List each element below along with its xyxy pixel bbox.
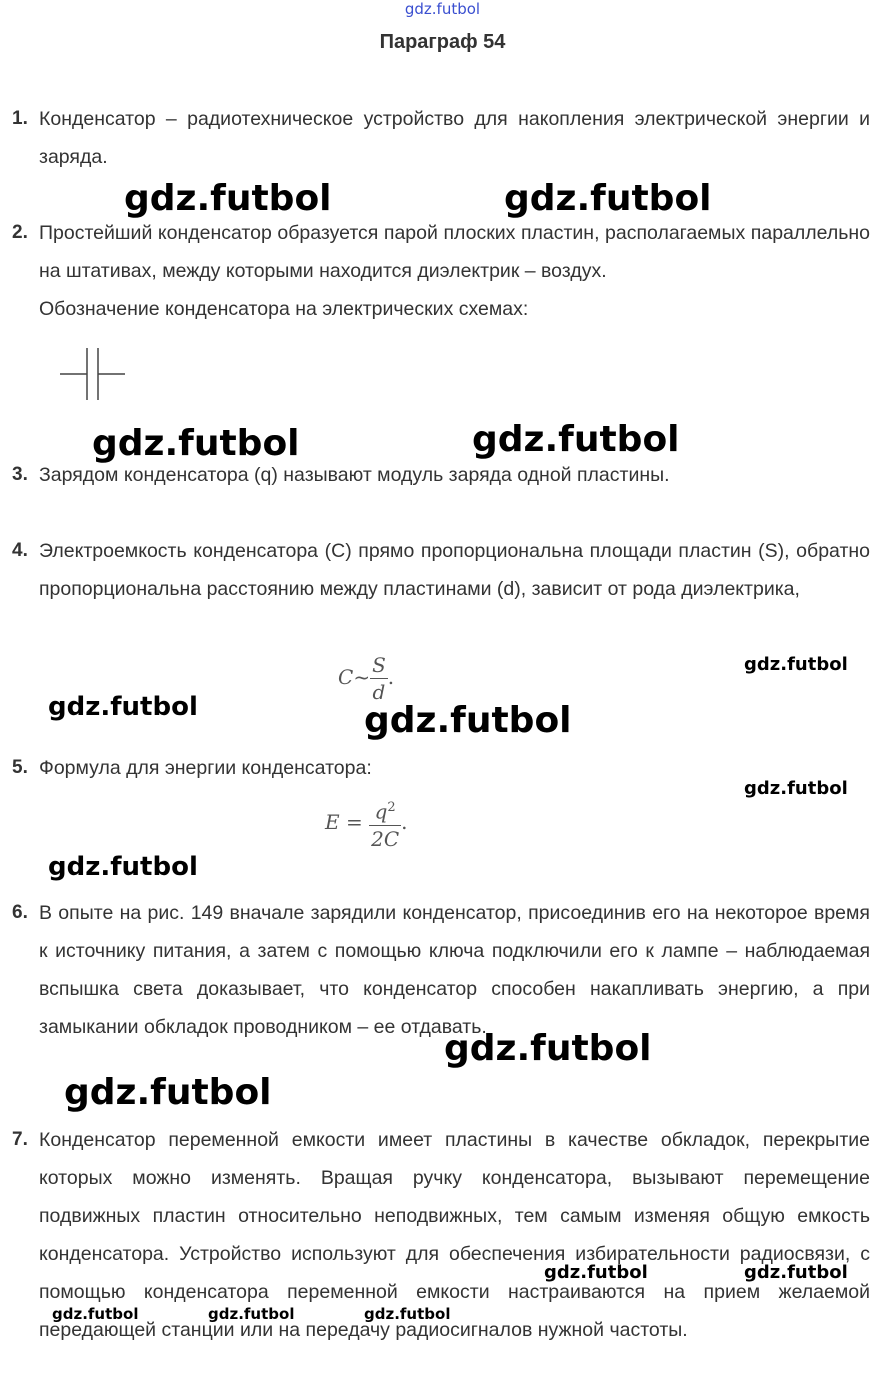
item-number: 5. bbox=[12, 757, 28, 778]
paragraph: Конденсатор – радиотехническое устройство для накопления электрической энергии и заряда. bbox=[39, 108, 870, 168]
item-text bbox=[39, 894, 870, 1046]
watermark: gdz.futbol bbox=[48, 852, 198, 882]
capacitor-symbol-icon bbox=[60, 346, 126, 402]
watermark: gdz.futbol bbox=[92, 423, 300, 464]
formula-fraction bbox=[369, 795, 401, 852]
paragraph: Простейший конденсатор образуется парой плоских пластин, располагаемых параллельно на штативах, между которыми находится диэлектрик – воздух. bbox=[39, 222, 870, 282]
paragraph: Конденсатор переменной емкости имеет пластины в качестве обкладок, перекрытие которых можно изменять. Вращая ручку конденсатора, вызывают перемещение подвижных пластин относительно неподвижных, тем самым изменяя общую емкость конденсатора. Устройство используют для обеспечения избирательности радиосвязи, с помощью конденсатора переменной емкости настраиваются на прием желаемой передающей станции или на передачу радиосигналов нужной частоты. bbox=[39, 1129, 870, 1341]
energy-formula bbox=[325, 795, 407, 852]
watermark: gdz.futbol bbox=[64, 1072, 272, 1113]
watermark: gdz.futbol bbox=[444, 1028, 652, 1069]
watermark: gdz.futbol bbox=[744, 654, 848, 675]
paragraph: В опыте на рис. 149 вначале зарядили конденсатор, присоединив его на некоторое время к источнику питания, а затем с помощью ключа подключили его к лампе – наблюдаемая вспышка света доказывает, что конденсатор способен накапливать энергию, а при замыкании обкладок проводником – ее отдавать. bbox=[39, 902, 870, 1038]
item-text bbox=[39, 532, 870, 608]
top-watermark: gdz.futbol bbox=[404, 0, 481, 18]
formula-numerator: S bbox=[372, 653, 386, 677]
list-item-1 bbox=[12, 100, 870, 176]
formula-denominator: d bbox=[372, 680, 386, 704]
formula-end: . bbox=[401, 809, 408, 834]
watermark: gdz.futbol bbox=[364, 700, 572, 741]
page-title: Параграф 54 bbox=[379, 31, 506, 53]
watermark: gdz.futbol bbox=[472, 419, 680, 460]
item-number: 7. bbox=[12, 1129, 28, 1150]
formula-fraction bbox=[370, 652, 388, 705]
list-item-4 bbox=[12, 532, 870, 608]
watermark: gdz.futbol bbox=[544, 1262, 648, 1283]
formula-lhs: C bbox=[338, 665, 354, 689]
watermark: gdz.futbol bbox=[52, 1305, 139, 1323]
watermark: gdz.futbol bbox=[364, 1305, 451, 1323]
item-number: 1. bbox=[12, 108, 28, 129]
item-text bbox=[39, 214, 870, 328]
paragraph: Электроемкость конденсатора (C) прямо пропорциональна площади пластин (S), обратно пропорциональна расстоянию между пластинами (d), зависит от рода диэлектрика, bbox=[39, 540, 870, 600]
watermark: gdz.futbol bbox=[48, 692, 198, 722]
watermark: gdz.futbol bbox=[208, 1305, 295, 1323]
watermark: gdz.futbol bbox=[124, 178, 332, 219]
paragraph: Обозначение конденсатора на электрических схемах: bbox=[39, 298, 529, 320]
item-text bbox=[39, 1121, 870, 1349]
watermark: gdz.futbol bbox=[744, 1262, 848, 1283]
list-item-2 bbox=[12, 214, 870, 328]
item-number: 2. bbox=[12, 222, 28, 243]
formula-lhs: E bbox=[325, 809, 340, 834]
formula-denominator: 2C bbox=[371, 826, 400, 851]
item-text bbox=[39, 100, 870, 176]
capacitance-formula bbox=[338, 652, 394, 705]
formula-numerator: $q^2$ bbox=[369, 795, 401, 826]
formula-relation: = bbox=[345, 809, 363, 834]
list-item-5 bbox=[12, 749, 870, 787]
paragraph: Формула для энергии конденсатора: bbox=[39, 757, 372, 779]
formula-end: . bbox=[387, 665, 395, 689]
item-number: 6. bbox=[12, 902, 28, 923]
paragraph: Зарядом конденсатора (q) называют модуль заряда одной пластины. bbox=[39, 464, 670, 486]
formula-relation: ~ bbox=[353, 665, 371, 689]
list-item-6 bbox=[12, 894, 870, 1046]
watermark: gdz.futbol bbox=[744, 778, 848, 799]
watermark: gdz.futbol bbox=[504, 178, 712, 219]
item-number: 4. bbox=[12, 540, 28, 561]
item-number: 3. bbox=[12, 464, 28, 485]
